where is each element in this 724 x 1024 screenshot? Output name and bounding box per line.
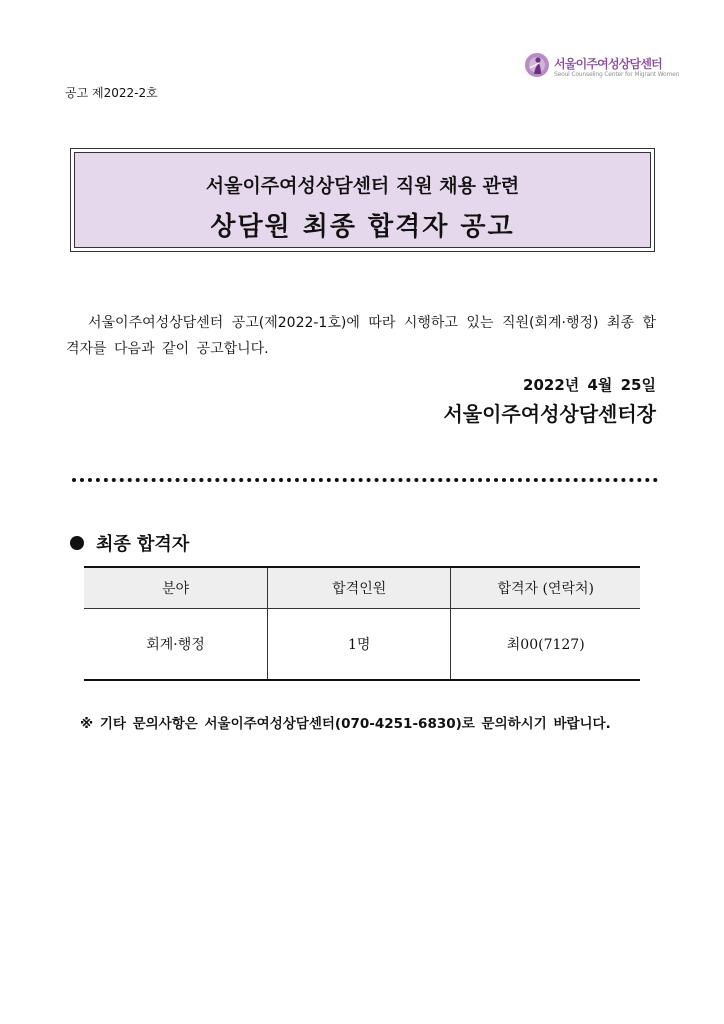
notice-number: 공고 제2022-2호 bbox=[65, 86, 158, 100]
notice-date: 2022년 4월 25일 bbox=[523, 376, 656, 394]
header-field: 분야 bbox=[84, 567, 267, 609]
header-count: 합격인원 bbox=[267, 567, 450, 609]
section-heading bbox=[70, 530, 189, 556]
cell-count: 1명 bbox=[267, 609, 450, 681]
title-line-2: 상담원 최종 합격자 공고 bbox=[210, 212, 515, 242]
results-table bbox=[84, 566, 640, 681]
header-successful-applicant: 합격자 (연락처) bbox=[451, 567, 640, 609]
section-title: 최종 합격자 bbox=[96, 534, 190, 555]
body-paragraph: 서울이주여성상담센터 공고(제2022-1호)에 따라 시행하고 있는 직원(회계·행정) 최종 합격자를 다음과 같이 공고합니다. bbox=[66, 315, 656, 357]
logo-subtitle: Seoul Counseling Center for Migrant Women bbox=[554, 71, 680, 78]
table-header-row bbox=[84, 567, 640, 609]
organization-logo bbox=[524, 52, 680, 82]
bullet-icon bbox=[70, 536, 84, 550]
cell-applicant: 최00(7127) bbox=[451, 609, 640, 681]
title-inner bbox=[74, 152, 651, 248]
logo-name: 서울이주여성상담센터 bbox=[554, 57, 662, 71]
table-row bbox=[84, 609, 640, 681]
signer: 서울이주여성상담센터장 bbox=[443, 402, 656, 426]
title-line-1: 서울이주여성상담센터 직원 채용 관련 bbox=[205, 175, 520, 197]
logo-emblem-icon bbox=[524, 52, 550, 78]
title-box bbox=[70, 148, 655, 252]
cell-field: 회계·행정 bbox=[84, 609, 267, 681]
dotted-divider bbox=[72, 478, 658, 482]
footnote: ※ 기타 문의사항은 서울이주여성상담센터(070-4251-6830)로 문의하시기 바랍니다. bbox=[80, 716, 611, 732]
